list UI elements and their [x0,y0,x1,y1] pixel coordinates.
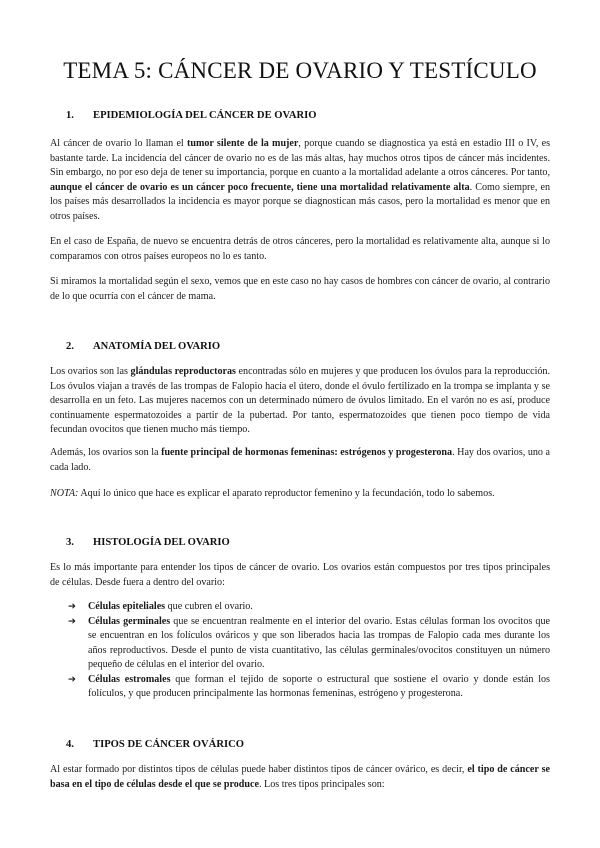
arrow-right-icon: ➔ [68,602,76,612]
section-4-title: TIPOS DE CÁNCER OVÁRICO [93,739,244,750]
section-2-paragraph-1: Los ovarios son las glándulas reproductoras encontradas sólo en mujeres y que producen los óvulos para la reproducción. Los óvulos viajan a través de las trompas de Falopio hacia el útero, donde el óvulo fertilizado en la trompa se implanta y se desarrolla en un feto. Las mujeres nacemos con un determinado número de óvulos limitado. En el varón no es así, produce continuamente espermatozoides a partir de la pubertad. Por tanto, espermatozoides que tienen poco tiempo de vida fecundan ovocitos que tienen mucho más tiempo. [50,366,551,435]
section-1-paragraph-1: Al cáncer de ovario lo llaman el tumor silente de la mujer, porque cuando se diagnostica ya está en estadio III o IV, es bastante tarde. La incidencia del cáncer de ovario no es de las más altas, hay muchos otros tipos de cáncer más incidentes. Sin embargo, no por eso deja de tener su importancia, porque en cuanto a la mortalidad adelante a otros cánceres. Por tanto, aunque el cáncer de ovario es un cáncer poco frecuente, tiene una mortalidad relativamente alta. Como siempre, en los países más desarrollados la incidencia es mayor porque se diagnostican más casos, pero la mortalidad es menor que en otros países. [50,138,551,222]
section-2-number: 2. [66,341,74,352]
arrow-right-icon: ➔ [68,616,76,627]
section-1-paragraph-3: Si miramos la mortalidad según el sexo, vemos que en este caso no hay casos de hombres con cáncer de ovario, al contrario de lo que ocurría con el cáncer de mama. [50,276,550,302]
section-3-title: HISTOLOGÍA DEL OVARIO [93,537,230,548]
section-1-number: 1. [66,110,74,121]
section-1-paragraph-2: En el caso de España, de nuevo se encuentra detrás de otros cánceres, pero la mortalidad es relativamente alta, aunque si lo comparamos con otros países europeos no lo es tanto. [50,236,550,262]
section-3-heading [66,537,230,548]
section-4-number: 4. [66,739,74,750]
section-2-title: ANATOMÍA DEL OVARIO [93,341,221,352]
list-item: ➔ Células estromales que forman el tejido de soporte o estructural que sostiene el ovario y donde están los folículos, y que producen principalmente las hormonas femeninas, estrógeno y progesterona. [68,673,550,699]
section-1-heading [66,110,317,121]
page-title: TEMA 5: CÁNCER DE OVARIO Y TESTÍCULO [63,58,537,83]
arrow-right-icon: ➔ [68,674,76,685]
section-2-heading [66,341,220,352]
section-3-number: 3. [66,537,74,548]
list-item: ➔ Células germinales que se encuentran realmente en el interior del ovario. Estas células forman los ovocitos que se encuentran en los folículos ováricos y que son liberados hacia las trompas de Falopio cada mes durante los años reproductivos. Desde el punto de vista cuantitativo, las células germinales/ovocitos constituyen un número pequeño de células en el interior del ovario. [68,615,550,670]
section-3-paragraph-1: Es lo más importante para entender los tipos de cáncer de ovario. Los ovarios están compuestos por tres tipos principales de células. Desde fuera a dentro del ovario: [50,562,550,588]
cell-types-list [68,600,550,702]
section-1-title: EPIDEMIOLOGÍA DEL CÁNCER DE OVARIO [93,110,317,121]
section-4-heading [66,739,244,750]
section-2-note: NOTA: Aquí lo único que hace es explicar el aparato reproductor femenino y la fecundación, todo lo sabemos. [50,488,495,499]
section-4-paragraph-1: Al estar formado por distintos tipos de células puede haber distintos tipos de cáncer ovárico, es decir, el tipo de cáncer se basa en el tipo de células desde el que se produce. Los tres tipos principales son: [50,764,550,790]
list-item: ➔ Células epiteliales que cubren el ovario. [68,600,550,615]
section-2-paragraph-2: Además, los ovarios son la fuente principal de hormonas femeninas: estrógenos y progesterona. Hay dos ovarios, uno a cada lado. [50,447,550,473]
